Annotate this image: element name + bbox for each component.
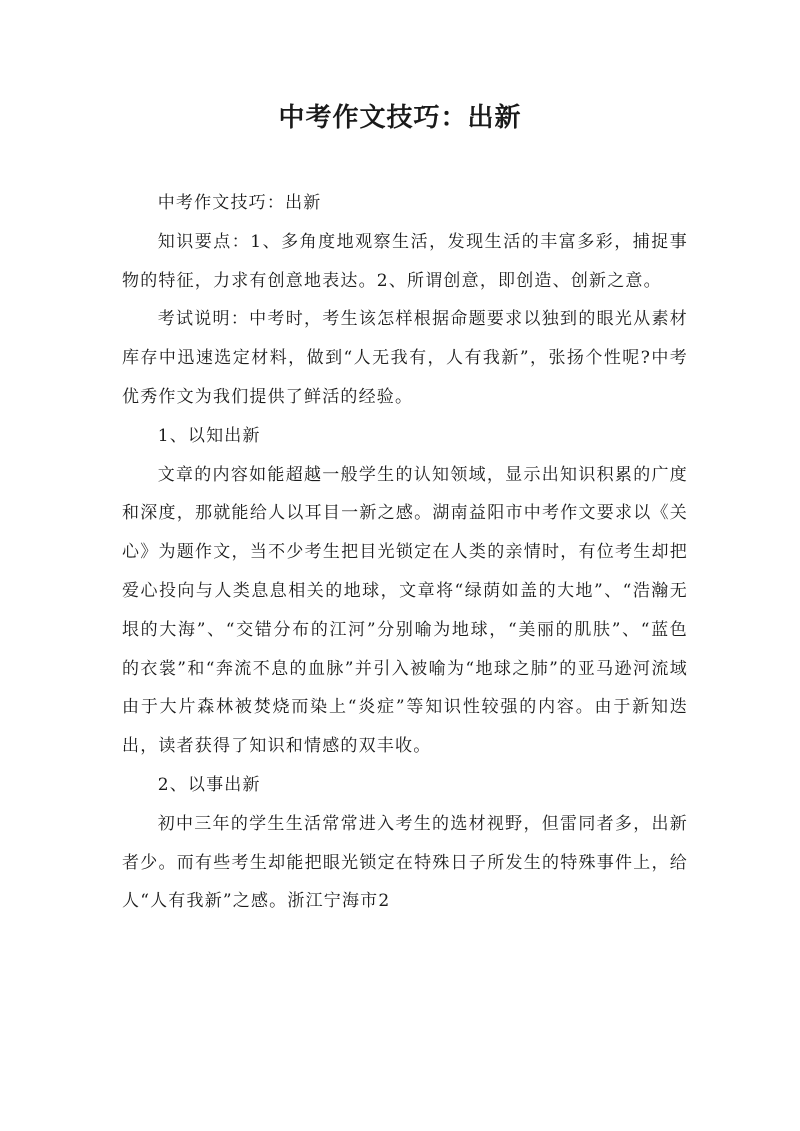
section-heading-events: 2、以事出新 xyxy=(157,774,261,795)
paragraph-knowledge-example: 文章的内容如能超越一般学生的认知领域，显示出知识积累的广度和深度，那就能给人以耳目一新之感。湖南益阳市中考作文要求以《关心》为题作文，当不少考生把目光锁定在人类的亲情时，有位考生却把爱心投向与人类息息相关的地球，文章将“绿荫如盖的大地”、“浩瀚无垠的大海”、“交错分布的江河”分别喻为地球，“美丽的肌肤”、“蓝色的衣裳”和“奔流不息的血脉”并引入被喻为“地球之肺”的亚马逊河流域由于大片森林被焚烧而染上“炎症”等知识性较强的内容。由于新知迭出，读者获得了知识和情感的双丰收。 xyxy=(122,464,688,757)
document-body xyxy=(122,184,688,921)
paragraph-events-example: 初中三年的学生生活常常进入考生的选材视野，但雷同者多，出新者少。而有些考生却能把眼光锁定在特殊日子所发生的特殊事件上，给人“人有我新”之感。浙江宁海市2 xyxy=(122,813,688,912)
paragraph-knowledge-points: 知识要点：1、多角度地观察生活，发现生活的丰富多彩，捕捉事物的特征，力求有创意地表达。2、所谓创意，即创造、创新之意。 xyxy=(122,231,688,291)
document-title: 中考作文技巧：出新 xyxy=(278,103,522,133)
section-heading-knowledge: 1、以知出新 xyxy=(157,425,261,446)
paragraph-heading-repeat: 中考作文技巧：出新 xyxy=(157,193,322,213)
paragraph-exam-notes: 考试说明：中考时，考生该怎样根据命题要求以独到的眼光从素材库存中迅速选定材料，做到“人无我有，人有我新”，张扬个性呢?中考优秀作文为我们提供了鲜活的经验。 xyxy=(122,309,688,407)
